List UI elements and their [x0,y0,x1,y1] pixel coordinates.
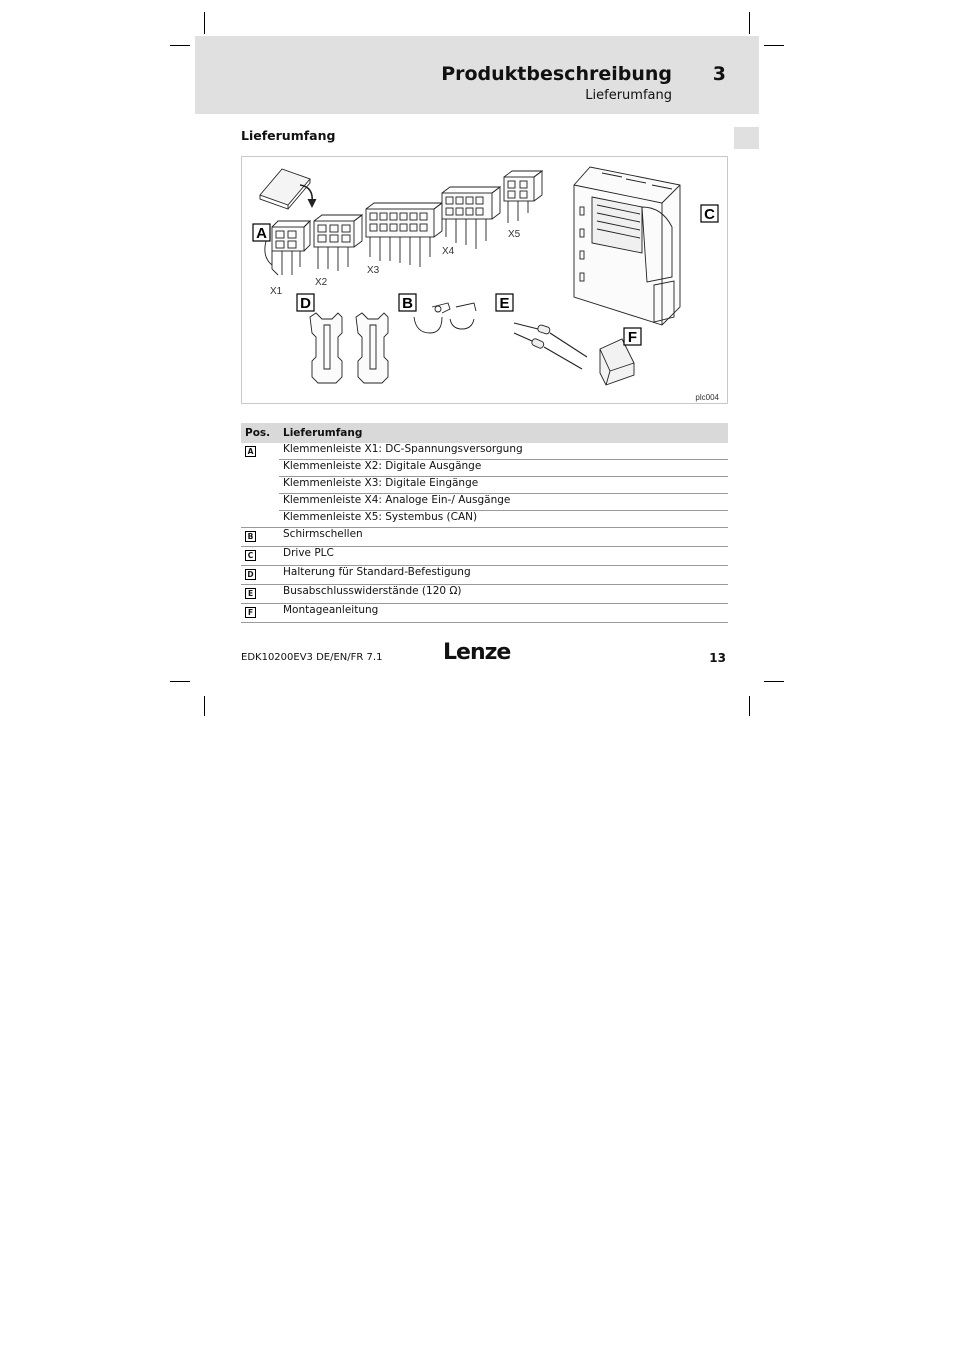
table-cell-pos [241,511,279,528]
table-row [241,604,728,623]
table-cell-text: Klemmenleiste X4: Analoge Ein-/ Ausgänge [279,494,728,511]
table-row [241,547,728,566]
figure-label-b: B [402,295,413,312]
table-cell-pos [241,547,279,566]
terminal-label-x5: X5 [508,229,521,240]
table-cell-text: Schirmschellen [279,528,728,547]
terminal-x4-illustration [442,187,500,249]
table-cell-text: Klemmenleiste X1: DC-Spannungsversorgung [279,443,728,460]
crop-mark [204,12,205,34]
terminal-x3-illustration [366,203,442,267]
table-row [241,460,728,477]
table-cell-text: Klemmenleiste X3: Digitale Eingänge [279,477,728,494]
figure-label-a: A [256,225,267,242]
lenze-logo: Lenze [443,640,511,665]
terminal-label-x2: X2 [315,277,328,288]
column-header-pos: Pos. [241,423,279,443]
crop-mark [170,45,190,46]
pos-key: C [245,550,256,561]
table-cell-text: Montageanleitung [279,604,728,623]
figure-label-c: C [704,206,715,223]
crop-mark [204,696,205,716]
pos-key: A [245,446,256,457]
table-cell-pos [241,604,279,623]
table-row [241,494,728,511]
table-cell-text: Drive PLC [279,547,728,566]
terminal-label-x1: X1 [270,286,283,297]
bus-terminating-resistor-illustration [514,323,587,369]
figure-id: plc004 [695,393,719,402]
drive-plc-illustration [574,167,680,325]
crop-mark [749,696,750,716]
chapter-subtitle: Lieferumfang [585,88,672,103]
table-cell-text: Klemmenleiste X5: Systembus (CAN) [279,511,728,528]
figure-label-d: D [300,295,311,312]
crop-mark [749,12,750,34]
terminal-x1-illustration [265,221,310,275]
pos-key: E [245,588,256,599]
pos-key: F [245,607,256,618]
table-row [241,528,728,547]
section-heading: Lieferumfang [241,128,336,143]
cover-plate-illustration [260,169,316,209]
shield-clamp-illustration [414,303,476,333]
table-cell-text: Halterung für Standard-Befestigung [279,566,728,585]
scope-of-supply-figure [241,156,728,404]
table-cell-pos [241,477,279,494]
table-cell-pos [241,494,279,511]
table-row [241,585,728,604]
chapter-number: 3 [712,63,726,85]
mounting-bracket-illustration [310,313,388,383]
crop-mark [764,45,784,46]
table-cell-text: Klemmenleiste X2: Digitale Ausgänge [279,460,728,477]
scope-of-supply-table [241,423,728,623]
table-cell-pos [241,566,279,585]
crop-mark [764,681,784,682]
pos-key: B [245,531,256,542]
crop-mark [170,681,190,682]
terminal-x2-illustration [314,215,362,271]
table-row [241,511,728,528]
terminal-label-x4: X4 [442,246,455,257]
chapter-tab-marker [734,127,759,149]
table-cell-pos [241,585,279,604]
table-cell-text: Busabschlusswiderstände (120 Ω) [279,585,728,604]
figure-label-f: F [627,329,638,346]
table-row [241,566,728,585]
terminal-x5-illustration [504,171,542,223]
page-number: 13 [709,651,726,665]
column-header-content: Lieferumfang [279,423,728,443]
terminal-label-x3: X3 [367,265,380,276]
scope-of-supply-drawing [242,157,727,403]
document-code: EDK10200EV3 DE/EN/FR 7.1 [241,652,383,663]
figure-label-e: E [499,295,510,312]
table-header-row [241,423,728,443]
table-cell-pos [241,528,279,547]
chapter-title: Produktbeschreibung [441,63,672,85]
pos-key: D [245,569,256,580]
table-row [241,443,728,460]
table-cell-pos [241,460,279,477]
table-row [241,477,728,494]
table-cell-pos [241,443,279,460]
